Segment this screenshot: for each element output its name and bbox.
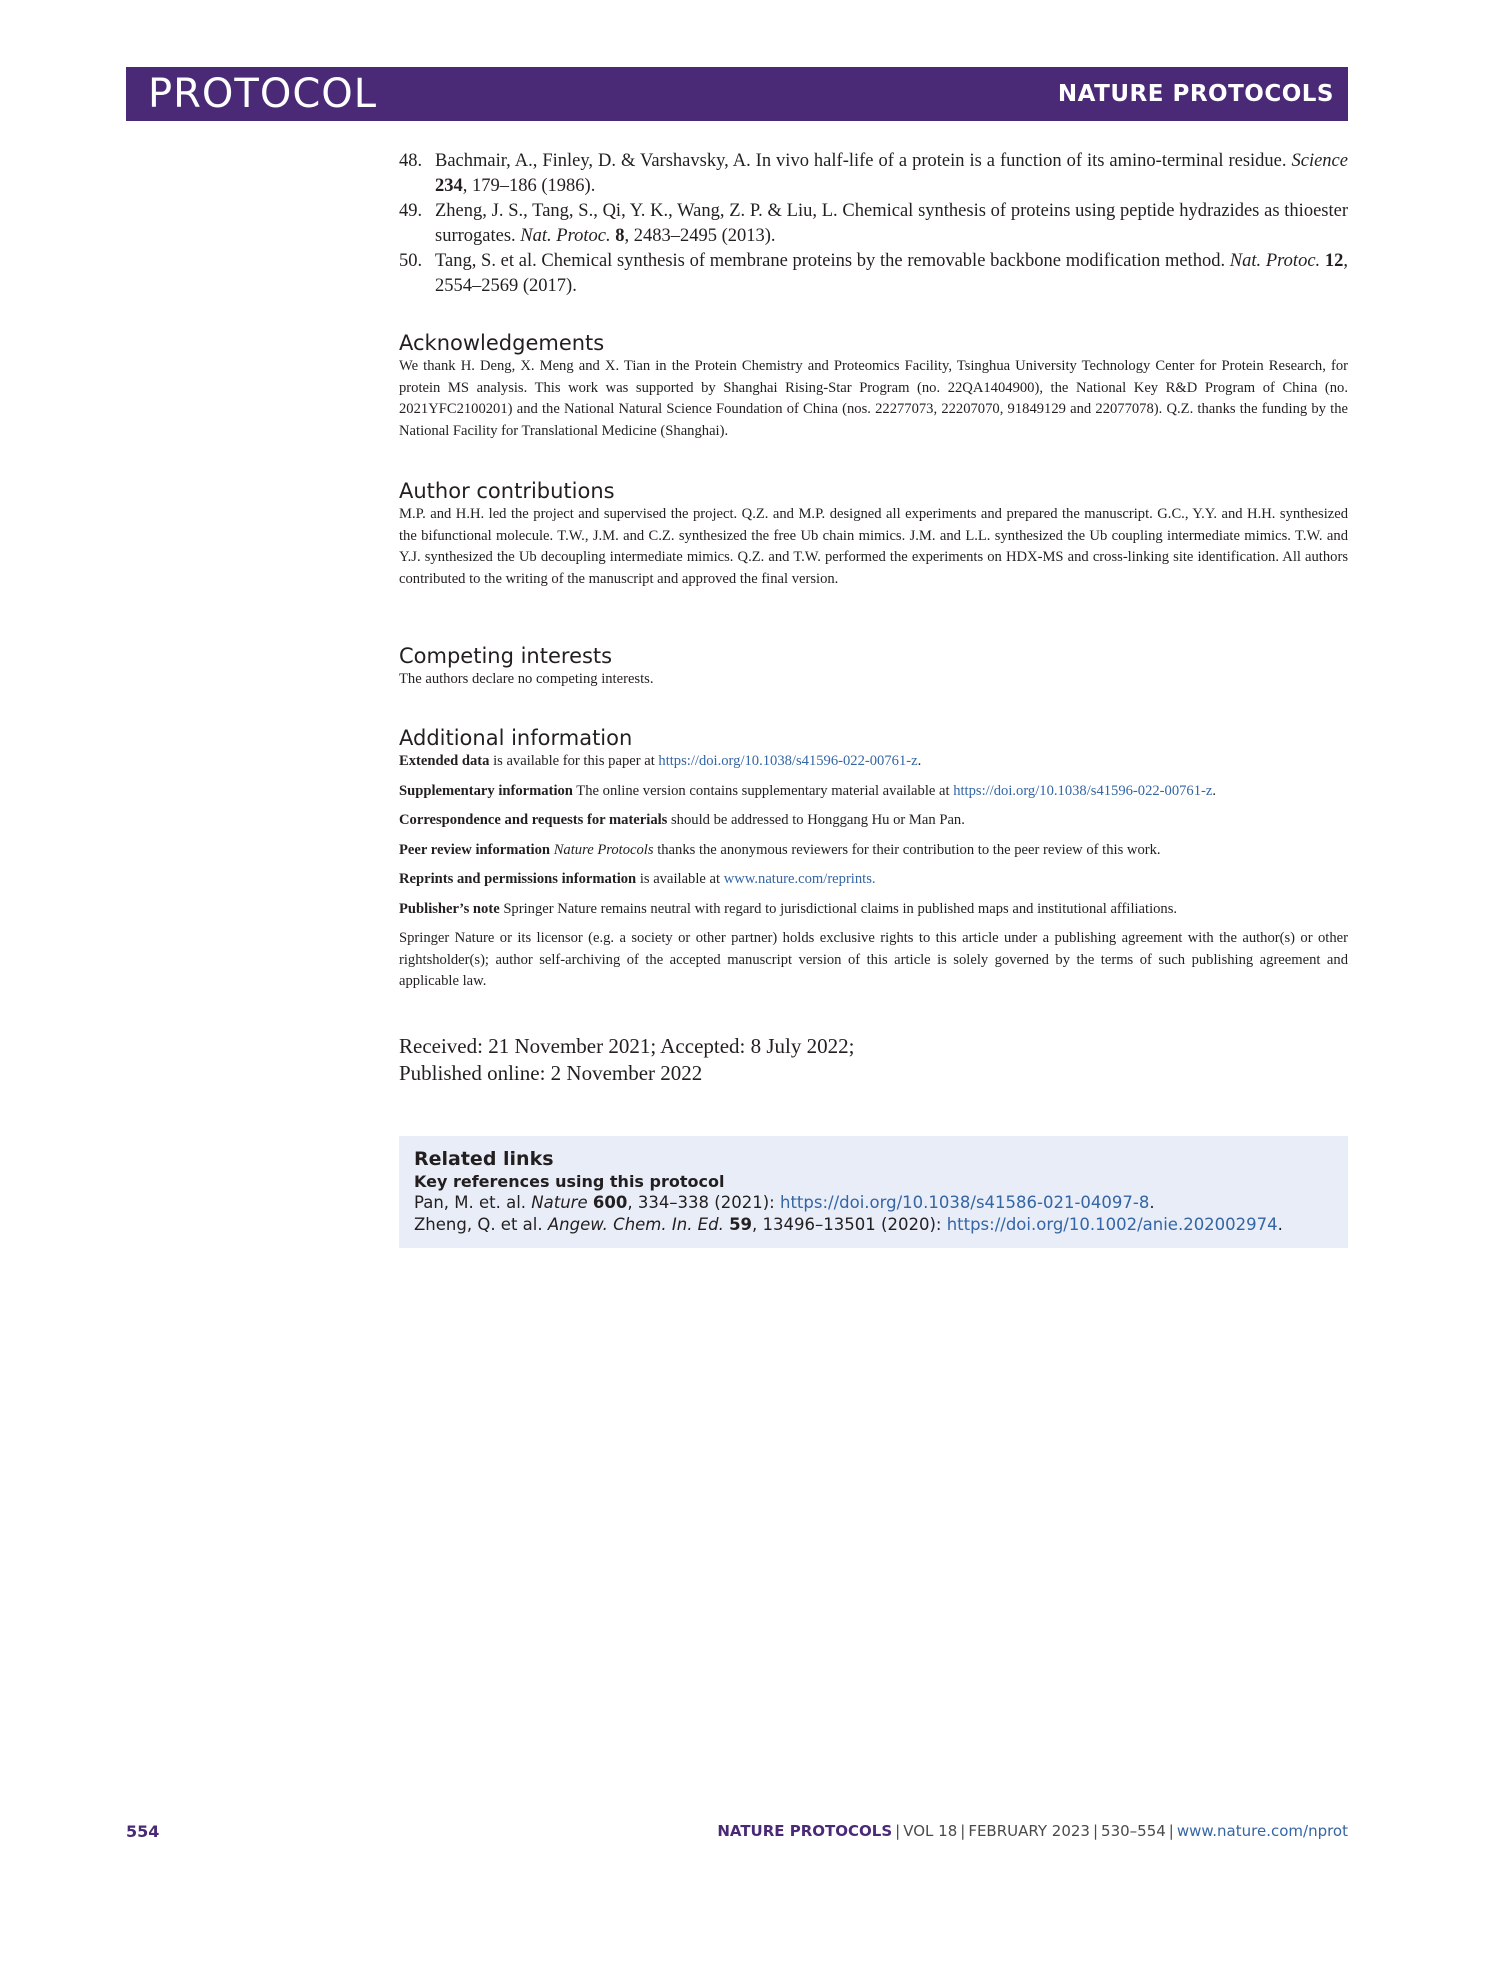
supplementary-link[interactable]: https://doi.org/10.1038/s41596-022-00761-z [953, 782, 1213, 799]
related-link-volume: 59 [729, 1215, 753, 1234]
acknowledgements-heading: Acknowledgements [399, 331, 605, 355]
reference-journal: Nat. Protoc. [520, 226, 611, 246]
reference-pages: , 179–186 (1986). [462, 176, 596, 196]
reprints-text: is available at [636, 871, 724, 887]
reference-pages: , 2483–2495 (2013). [624, 226, 776, 246]
correspondence-text: should be addressed to Honggang Hu or Man Pan. [667, 812, 965, 828]
reference-item [399, 199, 1348, 249]
related-link-end: . [1277, 1215, 1283, 1234]
related-link-authors: Zheng, Q. et al. [414, 1215, 548, 1234]
competing-interests-heading: Competing interests [399, 644, 613, 668]
reference-volume: 234 [435, 176, 463, 196]
reprints-line [399, 869, 1348, 891]
reference-volume: 12 [1324, 251, 1344, 271]
related-links-box [399, 1136, 1348, 1248]
related-link-end: . [1149, 1193, 1155, 1212]
reference-number: 50. [399, 251, 423, 271]
section-type-label: PROTOCOL [148, 71, 378, 117]
peer-review-text: thanks the anonymous reviewers for their contribution to the peer review of this work. [653, 841, 1161, 858]
supplementary-label: Supplementary information [399, 782, 573, 799]
additional-information-section [399, 725, 1348, 1001]
footer-url[interactable]: www.nature.com/nprot [1176, 1822, 1348, 1840]
extended-data-link[interactable]: https://doi.org/10.1038/s41596-022-00761-z [658, 753, 918, 769]
author-contributions-heading: Author contributions [399, 479, 615, 503]
peer-review-journal: Nature Protocols [553, 841, 654, 858]
related-link-pages: , 334–338 (2021): [627, 1193, 780, 1212]
acknowledgements-text: We thank H. Deng, X. Meng and X. Tian in the Protein Chemistry and Proteomics Facility, Tsinghua University Technology Center for Protein Research, for protein MS analysis. This work was supported by Shanghai Rising-Star Program (no. 22QA1404900), the National Key R&D Program of China (no. 2021YFC2100201) and the National Natural Science Foundation of China (nos. 22277073, 22207070, 91849129 and 22077078). Q.Z. thanks the funding by the National Facility for Translational Medicine (Shanghai). [399, 358, 1348, 439]
reference-list [399, 149, 1348, 299]
reference-number: 48. [399, 151, 423, 171]
related-links-title: Related links [414, 1148, 554, 1170]
related-link-volume: 600 [592, 1193, 628, 1212]
footer-separator: | [960, 1822, 966, 1840]
reference-journal: Science [1291, 151, 1348, 171]
supplementary-text: The online version contains supplementary material available at [572, 782, 954, 799]
reference-item [399, 249, 1348, 299]
related-link-item [414, 1192, 1333, 1214]
related-links-subtitle: Key references using this protocol [414, 1172, 725, 1191]
reference-volume: 8 [615, 226, 625, 246]
journal-name-label: NATURE PROTOCOLS [1057, 81, 1334, 107]
supplementary-line: Supplementary information The online version contains supplementary material available at https://doi.org/10.1038/s41596-022-00761-z. [399, 782, 1217, 799]
reprints-link[interactable]: www.nature.com/reprints. [723, 871, 876, 887]
article-dates [399, 1033, 1348, 1087]
reference-authors: Zheng, J. S., Tang, S., Qi, Y. K., Wang, Z. P. & Liu, L. Chemical synthesis of proteins using peptide hydrazides as thioester surrogates. [435, 201, 1348, 246]
acknowledgements-section [399, 330, 1348, 442]
published-date: Published online: 2 November 2022 [399, 1061, 703, 1085]
page-number: 554 [126, 1822, 160, 1841]
reference-number: 49. [399, 201, 423, 221]
reference-item [399, 149, 1348, 199]
related-link-item [414, 1214, 1333, 1236]
peer-review-label: Peer review information [399, 841, 551, 858]
footer-separator: | [1092, 1822, 1099, 1840]
competing-interests-text: The authors declare no competing interests. [399, 671, 654, 687]
publisher-note-text: Springer Nature remains neutral with regard to jurisdictional claims in published maps and institutional affiliations. [499, 900, 1178, 917]
footer-journal: NATURE PROTOCOLS [717, 1822, 893, 1840]
extended-data-label: Extended data [399, 753, 490, 769]
related-link-url[interactable]: https://doi.org/10.1038/s41586-021-04097-8 [779, 1193, 1150, 1212]
rights-text: Springer Nature or its licensor (e.g. a society or other partner) holds exclusive rights to this article under a publishing agreement with the author(s) or other rightsholder(s); author self-archiving of the accepted manuscript version of this article is solely governed by the terms of such publishing agreement and applicable law. [399, 930, 1348, 989]
competing-interests-section [399, 643, 1348, 691]
footer-issue: FEBRUARY 2023 [968, 1822, 1090, 1840]
publisher-note-line [399, 899, 1348, 921]
related-link-journal: Angew. Chem. In. Ed. [547, 1215, 724, 1234]
footer-citation [717, 1822, 1348, 1840]
footer-separator: | [1168, 1822, 1174, 1840]
related-link-authors: Pan, M. et. al. [414, 1193, 532, 1212]
footer-volume: VOL 18 [903, 1822, 958, 1840]
publisher-note-label: Publisher’s note [399, 900, 500, 917]
reference-journal: Nat. Protoc. [1229, 251, 1321, 271]
received-accepted-date: Received: 21 November 2021; Accepted: 8 July 2022; [399, 1034, 855, 1058]
reference-authors: Bachmair, A., Finley, D. & Varshavsky, A. In vivo half-life of a protein is a function of its amino-terminal residue. [435, 151, 1287, 171]
reference-pages: , 2554–2569 (2017). [435, 251, 1348, 296]
extended-data-text: is available for this paper at [489, 753, 659, 769]
peer-review-line [399, 840, 1348, 862]
reference-authors: Tang, S. et al. Chemical synthesis of membrane proteins by the removable backbone modification method. [435, 251, 1226, 271]
related-link-pages: , 13496–13501 (2020): [752, 1215, 947, 1234]
correspondence-line [399, 810, 1348, 832]
related-link-url[interactable]: https://doi.org/10.1002/anie.202002974 [946, 1215, 1278, 1234]
header-banner [126, 67, 1348, 121]
additional-information-heading: Additional information [399, 726, 633, 750]
correspondence-label: Correspondence and requests for materials [399, 812, 668, 828]
related-link-journal: Nature [531, 1193, 588, 1212]
author-contributions-text: M.P. and H.H. led the project and supervised the project. Q.Z. and M.P. designed all experiments and prepared the manuscript. G.C., Y.Y. and H.H. synthesized the bifunctional molecule. T.W., J.M. and C.Z. synthesized the free Ub chain mimics. J.M. and L.L. synthesized the Ub coupling intermediate mimics. T.W. and Y.J. synthesized the Ub decoupling intermediate mimics. Q.Z. and T.W. performed the experiments on HDX-MS and cross-linking site identification. All authors contributed to the writing of the manuscript and approved the final version. [399, 506, 1348, 587]
footer-pages: 530–554 [1101, 1822, 1166, 1840]
author-contributions-section [399, 478, 1348, 590]
footer-separator: | [895, 1822, 901, 1840]
reprints-label: Reprints and permissions information [399, 871, 637, 887]
extended-data-line: Extended data is available for this paper at https://doi.org/10.1038/s41596-022-00761-z. [399, 753, 922, 769]
